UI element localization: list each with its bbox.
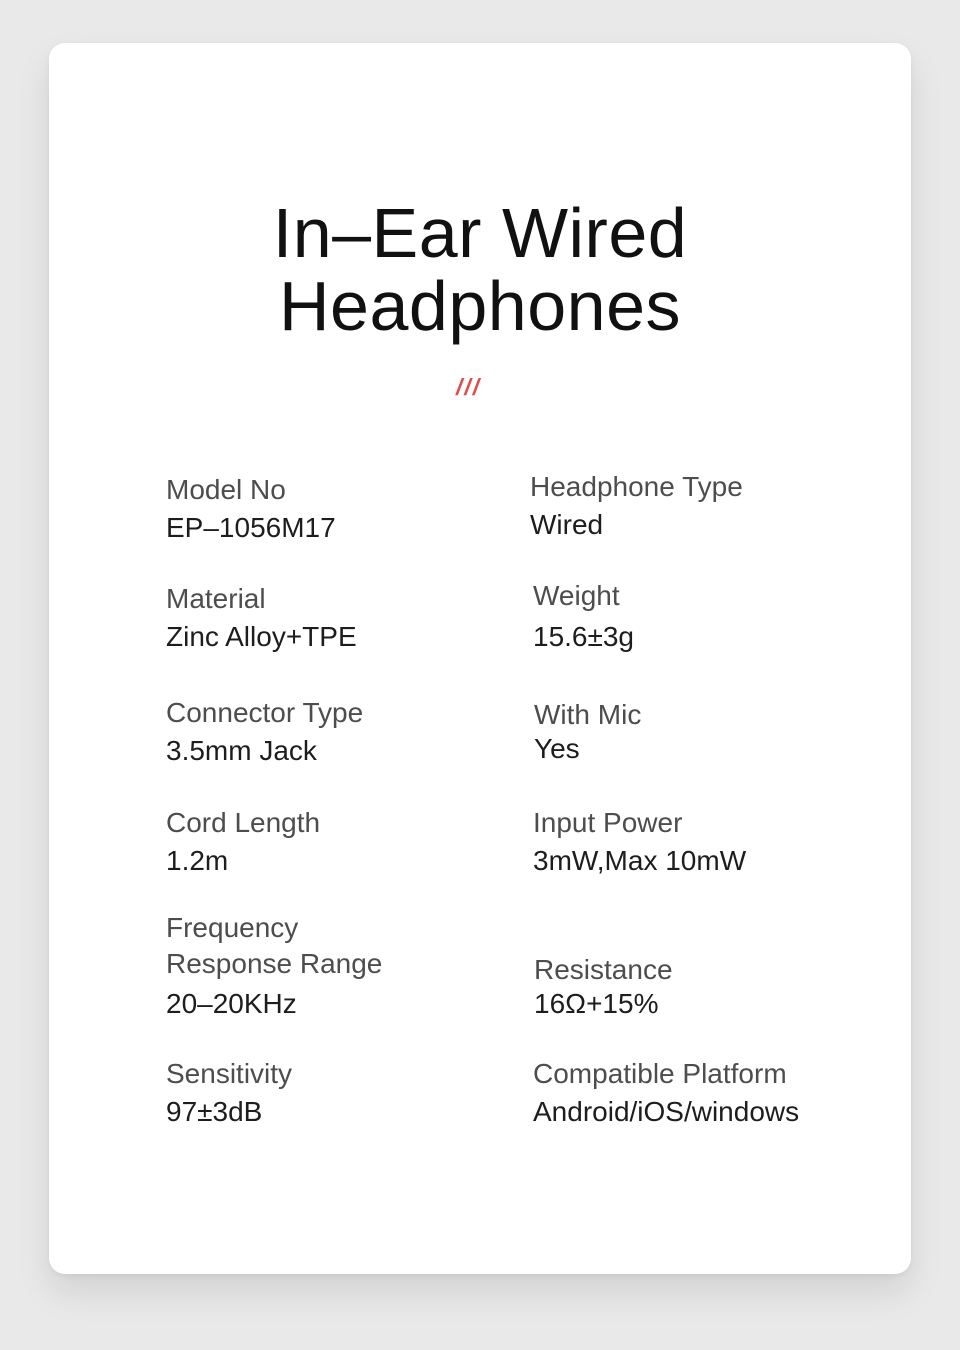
spec-value: 15.6±3g [533, 621, 635, 652]
product-title [49, 194, 911, 345]
spec-sensitivity [166, 1056, 506, 1130]
spec-label-line1: Frequency [166, 912, 299, 943]
spec-label: Model No [166, 474, 286, 505]
spec-card [49, 43, 911, 1274]
accent-divider: /// [456, 374, 482, 400]
spec-label: Resistance [534, 954, 673, 985]
spec-label: Sensitivity [166, 1058, 293, 1089]
spec-value: 16Ω+15% [534, 988, 659, 1019]
spec-label: Input Power [533, 807, 683, 838]
spec-label: Compatible Platform [533, 1058, 787, 1089]
spec-value: Android/iOS/windows [533, 1096, 800, 1127]
spec-label: Cord Length [166, 807, 321, 838]
spec-value: Wired [530, 509, 604, 540]
spec-resistance [534, 952, 874, 1022]
spec-with-mic [534, 697, 874, 767]
spec-value: 1.2m [166, 845, 229, 876]
spec-material [166, 581, 506, 655]
spec-value: EP–1056M17 [166, 512, 336, 543]
spec-model-no [166, 472, 506, 546]
spec-cord-length [166, 805, 506, 879]
spec-compatible-platform [533, 1056, 893, 1130]
spec-frequency-response [166, 910, 506, 1022]
spec-value: 3.5mm Jack [166, 735, 317, 766]
spec-label: Material [166, 583, 266, 614]
spec-value: 3mW,Max 10mW [533, 845, 747, 876]
spec-value: 97±3dB [166, 1096, 263, 1127]
spec-label: Connector Type [166, 697, 364, 728]
product-title-line2: Headphones [279, 267, 681, 345]
spec-weight [533, 578, 873, 655]
spec-connector-type [166, 695, 506, 769]
spec-label-line2: Response Range [166, 948, 383, 979]
spec-headphone-type [530, 469, 870, 543]
spec-value: Zinc Alloy+TPE [166, 621, 357, 652]
spec-label: Weight [533, 580, 620, 611]
spec-input-power [533, 805, 873, 879]
spec-label: With Mic [534, 699, 642, 730]
spec-value: Yes [534, 733, 580, 764]
spec-label: Headphone Type [530, 471, 743, 502]
product-title-line1: In–Ear Wired [272, 194, 688, 272]
spec-value: 20–20KHz [166, 988, 297, 1019]
